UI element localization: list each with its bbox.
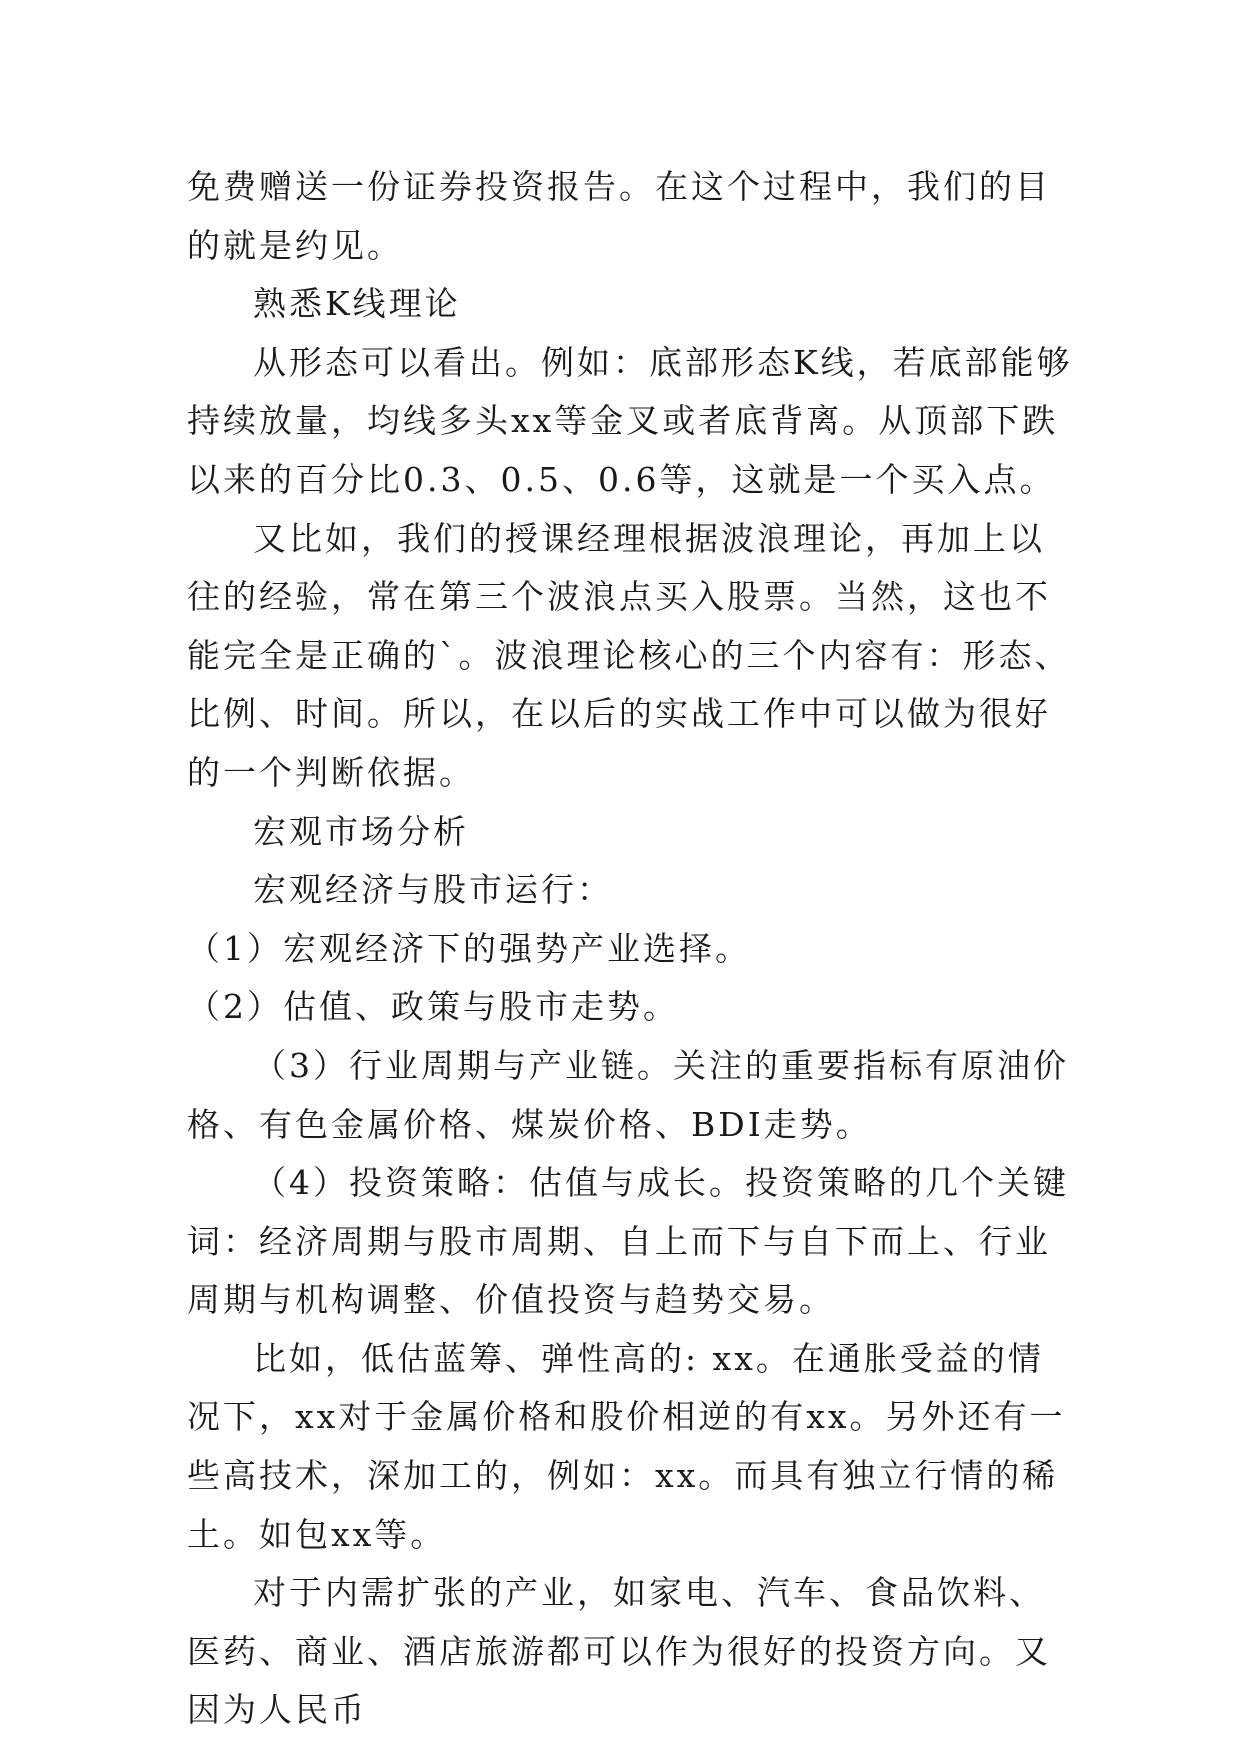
list-item-2: （2）估值、政策与股市走势。 <box>187 987 679 1027</box>
paragraph-wave-theory: 又比如，我们的授课经理根据波浪理论，再加上以往的经验，常在第三个波浪点买入股票。当然，这也不能完全是正确的`。波浪理论核心的三个内容有：形态、比例、时间。所以，在以后的实战工作中可以做为很好的一个判断依据。 <box>187 518 1071 792</box>
paragraph-domestic-demand: 对于内需扩张的产业，如家电、汽车、食品饮料、医药、商业、酒店旅游都可以作为很好的投资方向。又因为人民币 <box>187 1573 1051 1730</box>
section-heading-k-line: 熟悉K线理论 <box>253 284 461 324</box>
list-item-4: （4）投资策略：估值与成长。投资策略的几个关键词：经济周期与股市周期、自上而下与自下而上、行业周期与机构调整、价值投资与趋势交易。 <box>187 1163 1069 1320</box>
list-item-3: （3）行业周期与产业链。关注的重要指标有原油价格、有色金属价格、煤炭价格、BDI走势。 <box>187 1045 1069 1144</box>
list-item-1: （1）宏观经济下的强势产业选择。 <box>187 928 751 968</box>
subheading-macro-economy: 宏观经济与股市运行： <box>253 870 613 910</box>
section-heading-macro-market: 宏观市场分析 <box>253 811 469 851</box>
paragraph-continuation: 免费赠送一份证券投资报告。在这个过程中，我们的目的就是约见。 <box>187 167 1051 265</box>
document-body <box>187 158 1077 1740</box>
paragraph-k-line-patterns: 从形态可以看出。例如：底部形态K线，若底部能够持续放量，均线多头xx等金叉或者底背离。从顶部下跌以来的百分比0.3、0.5、0.6等，这就是一个买入点。 <box>187 342 1073 499</box>
paragraph-examples: 比如，低估蓝筹、弹性高的: xx。在通胀受益的情况下，xx对于金属价格和股价相逆的有xx。另外还有一些高技术，深加工的，例如：xx。而具有独立行情的稀土。如包xx等。 <box>187 1338 1066 1554</box>
